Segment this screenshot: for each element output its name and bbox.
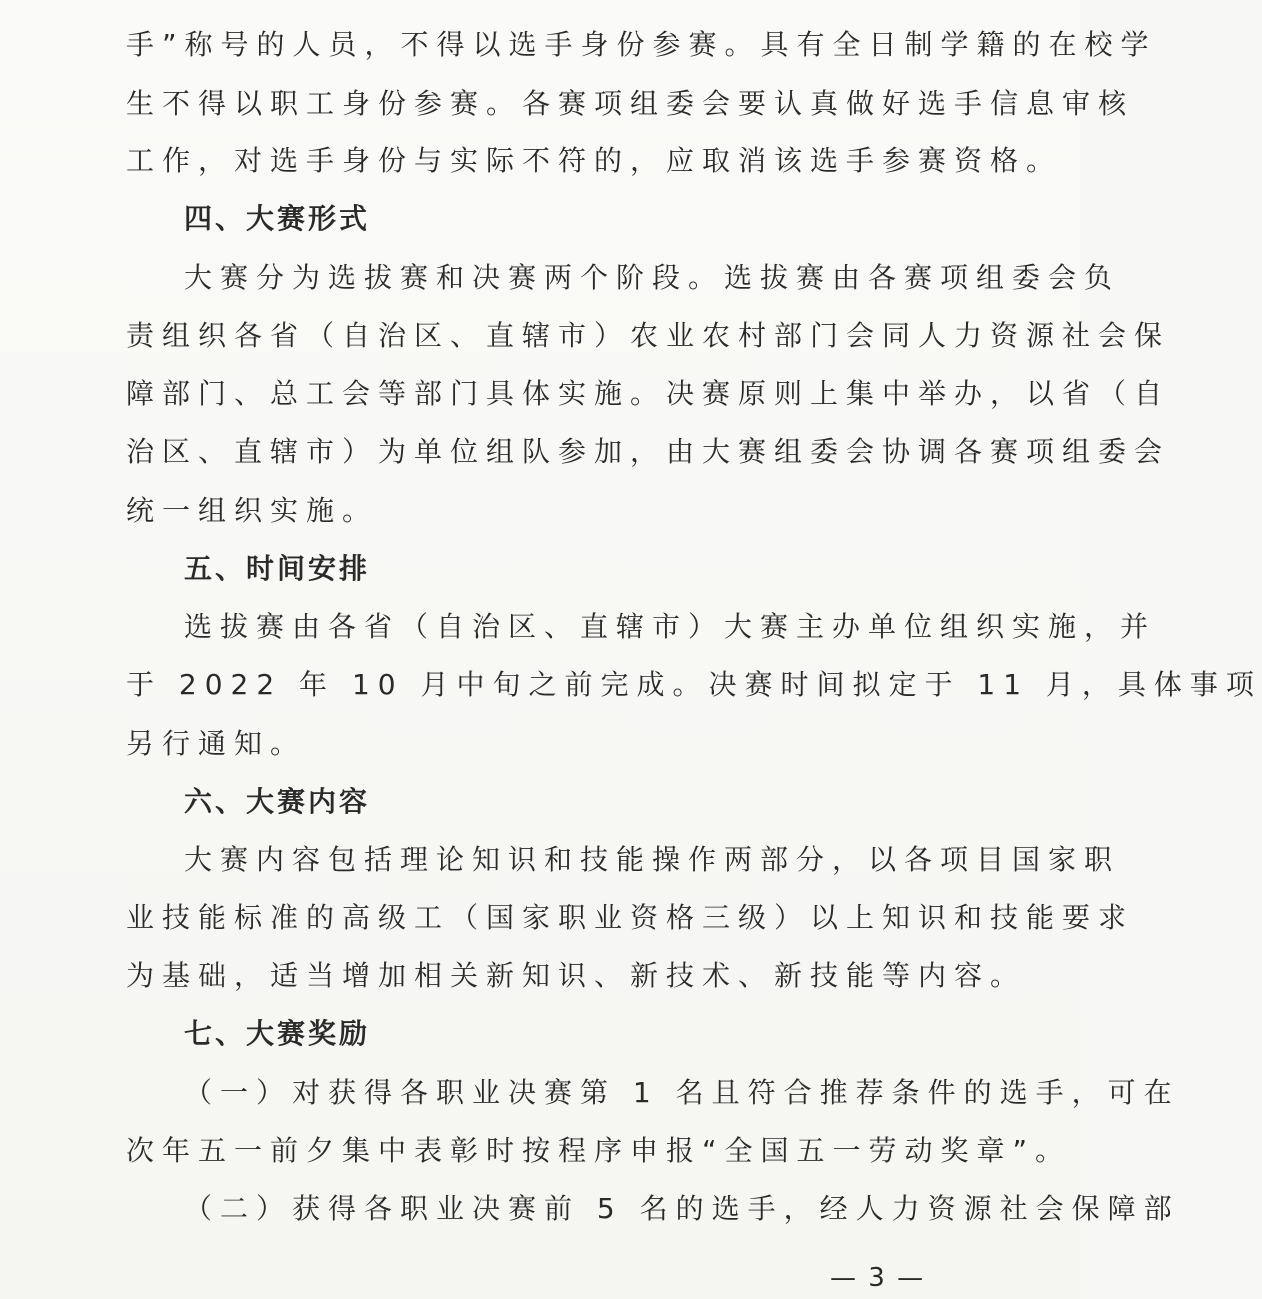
section-heading-content: 六、大赛内容: [184, 785, 371, 818]
paragraph-line: 大赛内容包括理论知识和技能操作两部分，以各项目国家职: [184, 843, 1121, 876]
paragraph-line: 工作，对选手身份与实际不符的，应取消该选手参赛资格。: [126, 144, 1063, 177]
paragraph-line: 次年五一前夕集中表彰时按程序申报“全国五一劳动奖章”。: [126, 1134, 1072, 1167]
paragraph-line: 障部门、总工会等部门具体实施。决赛原则上集中举办，以省（自: [126, 377, 1171, 410]
paragraph-line: 治区、直辖市）为单位组队参加，由大赛组委会协调各赛项组委会: [126, 435, 1171, 468]
paragraph-line: 责组织各省（自治区、直辖市）农业农村部门会同人力资源社会保: [126, 319, 1171, 352]
paragraph-line: 选拔赛由各省（自治区、直辖市）大赛主办单位组织实施，并: [184, 610, 1157, 643]
paragraph-line: （二）获得各职业决赛前 5 名的选手，经人力资源社会保障部: [184, 1192, 1180, 1225]
paragraph-line: 于 2022 年 10 月中旬之前完成。决赛时间拟定于 11 月，具体事项: [126, 668, 1262, 701]
paragraph-line: 另行通知。: [126, 727, 307, 760]
paragraph-line: 大赛分为选拔赛和决赛两个阶段。选拔赛由各赛项组委会负: [184, 261, 1121, 294]
page-number: — 3 —: [830, 1263, 926, 1293]
section-heading-awards: 七、大赛奖励: [184, 1017, 371, 1050]
paragraph-line: 生不得以职工身份参赛。各赛项组委会要认真做好选手信息审核: [126, 87, 1135, 120]
paragraph-line: 业技能标准的高级工（国家职业资格三级）以上知识和技能要求: [126, 901, 1135, 934]
section-heading-schedule: 五、时间安排: [184, 552, 371, 585]
section-heading-format: 四、大赛形式: [184, 202, 371, 235]
paragraph-line: 手”称号的人员，不得以选手身份参赛。具有全日制学籍的在校学: [126, 28, 1157, 61]
paragraph-line: （一）对获得各职业决赛第 1 名且符合推荐条件的选手，可在: [184, 1076, 1180, 1109]
paragraph-line: 统一组织实施。: [126, 494, 379, 527]
paragraph-line: 为基础，适当增加相关新知识、新技术、新技能等内容。: [126, 959, 1027, 992]
